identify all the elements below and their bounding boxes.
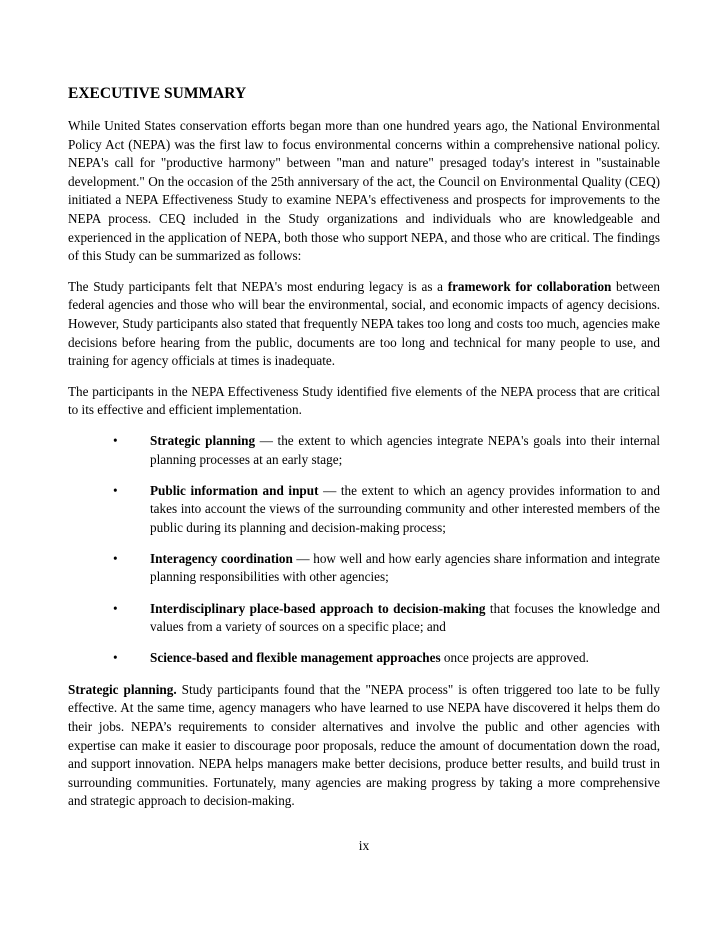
list-item-title: Strategic planning — [150, 432, 256, 448]
strategic-planning-heading: Strategic planning. — [68, 681, 177, 697]
legacy-text-after: between federal agencies and those who will bear the environmental, social, and economic impacts of agency decisions. However, Study participants also stated that frequently NEPA takes too long and costs too much, agencies make decisions before hearing from the public, documents are too long and technical for many people to use, and training for agency officials at times is inadequate. — [68, 278, 660, 369]
list-item-text: — the extent to which agencies integrate NEPA's goals into their internal planning processes at an early stage; — [150, 432, 660, 467]
strategic-planning-text: Study participants found that the "NEPA process" is often triggered too late to be fully effective. At the same time, agency managers who have learned to use NEPA have discovered it helps them do their jobs. NEPA’s requirements to consider alternatives and involve the public and other agencies with expertise can make it easier to discourage poor proposals, reduce the amount of documentation down the road, and support innovation. NEPA helps managers make better decisions, produce better results, and build trust in surrounding communities. Fortunately, many agencies are making progress by taking a more comprehensive and strategic approach to decision-making. — [68, 681, 660, 809]
elements-intro-paragraph: The participants in the NEPA Effectiveness Study identified five elements of the NEPA process that are critical to its effective and efficient implementation. — [68, 383, 660, 418]
page-number: ix — [358, 838, 370, 853]
legacy-text-before: The Study participants felt that NEPA's most enduring legacy is as a — [68, 278, 448, 294]
elements-list — [68, 432, 660, 668]
page-title: EXECUTIVE SUMMARY — [68, 85, 247, 102]
list-item — [68, 550, 660, 587]
list-item-title: Science-based and flexible management approaches — [150, 650, 441, 666]
list-item — [68, 482, 660, 538]
bullet-icon: • — [113, 482, 118, 498]
list-item — [68, 432, 660, 469]
bullet-icon: • — [113, 432, 118, 448]
list-item-title: Public information and input — [150, 482, 319, 498]
list-item-text: — how well and how early agencies share information and integrate planning responsibilities with other agencies; — [150, 550, 660, 585]
document-page — [68, 84, 660, 823]
list-item — [68, 600, 660, 637]
list-item-text: that focuses the knowledge and values from a variety of sources on a specific place; and — [150, 600, 661, 635]
list-item-text: — the extent to which an agency provides information to and takes into account the views of the surrounding community and other interested members of the public during its planning and decision-making process; — [150, 482, 660, 535]
bullet-icon: • — [113, 600, 118, 616]
strategic-planning-paragraph — [68, 681, 660, 811]
intro-paragraph: While United States conservation efforts began more than one hundred years ago, the National Environmental Policy Act (NEPA) was the first law to focus environmental concerns within a comprehensive national policy. NEPA's call for "productive harmony" between "man and nature" presaged today's interest in "sustainable development." On the occasion of the 25th anniversary of the act, the Council on Environmental Quality (CEQ) initiated a NEPA Effectiveness Study to examine NEPA's effectiveness and prospects for improvements to the NEPA process. CEQ included in the Study organizations and individuals who are knowledgeable and experienced in the application of NEPA, both those who support NEPA, and those who are critical. The findings of this Study can be summarized as follows: — [68, 118, 660, 264]
legacy-emphasis: framework for collaboration — [447, 278, 612, 294]
list-item-title: Interagency coordination — [150, 550, 293, 566]
bullet-icon: • — [113, 550, 118, 566]
legacy-paragraph — [68, 278, 660, 371]
list-item — [68, 649, 660, 668]
list-item-text: once projects are approved. — [440, 650, 589, 666]
bullet-icon: • — [113, 650, 118, 666]
list-item-title: Interdisciplinary place-based approach to decision-making — [150, 600, 486, 616]
